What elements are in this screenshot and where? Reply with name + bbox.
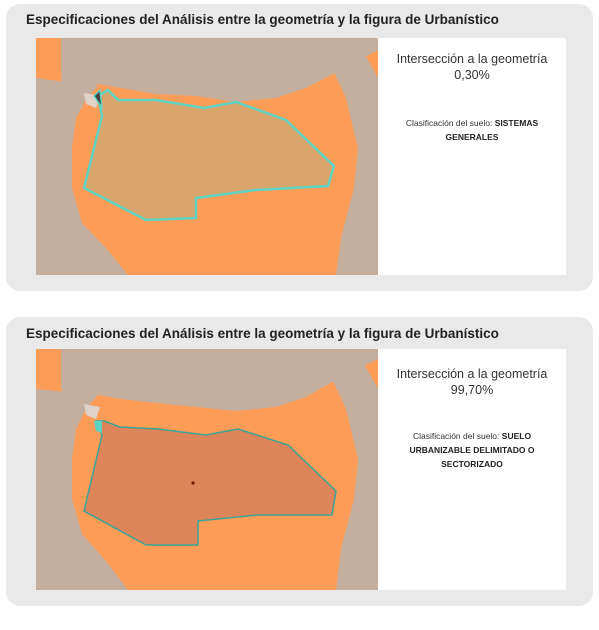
- map-svg: [36, 349, 378, 590]
- card-title: Especificaciones del Análisis entre la geometría y la figura de Urbanístico: [26, 326, 499, 341]
- clasificacion-value: SISTEMAS GENERALES: [445, 118, 539, 142]
- info-panel-1: [378, 38, 566, 275]
- intersection-label: Intersección a la geometría: [396, 52, 548, 66]
- intersection-label: Intersección a la geometría: [396, 367, 548, 381]
- intersection-value: 0,30%: [454, 68, 490, 82]
- analysis-card-1: [6, 4, 593, 291]
- centroid-point: [191, 481, 194, 484]
- clasificacion-label: Clasificación del suelo:: [412, 431, 500, 441]
- analysis-card-2: [6, 317, 593, 606]
- clasificacion-text: [392, 429, 552, 471]
- clasificacion-text: [392, 116, 552, 144]
- card-title: Especificaciones del Análisis entre la geometría y la figura de Urbanístico: [26, 12, 499, 27]
- map-view-2[interactable]: [36, 349, 378, 590]
- intersection-value: 99,70%: [450, 383, 494, 397]
- info-panel-2: [378, 349, 566, 590]
- clasificacion-label: Clasificación del suelo:: [405, 118, 493, 128]
- map-view-1[interactable]: [36, 38, 378, 275]
- map-svg: [36, 38, 378, 275]
- clasificacion-value: SUELO URBANIZABLE DELIMITADO O SECTORIZADO: [409, 431, 535, 469]
